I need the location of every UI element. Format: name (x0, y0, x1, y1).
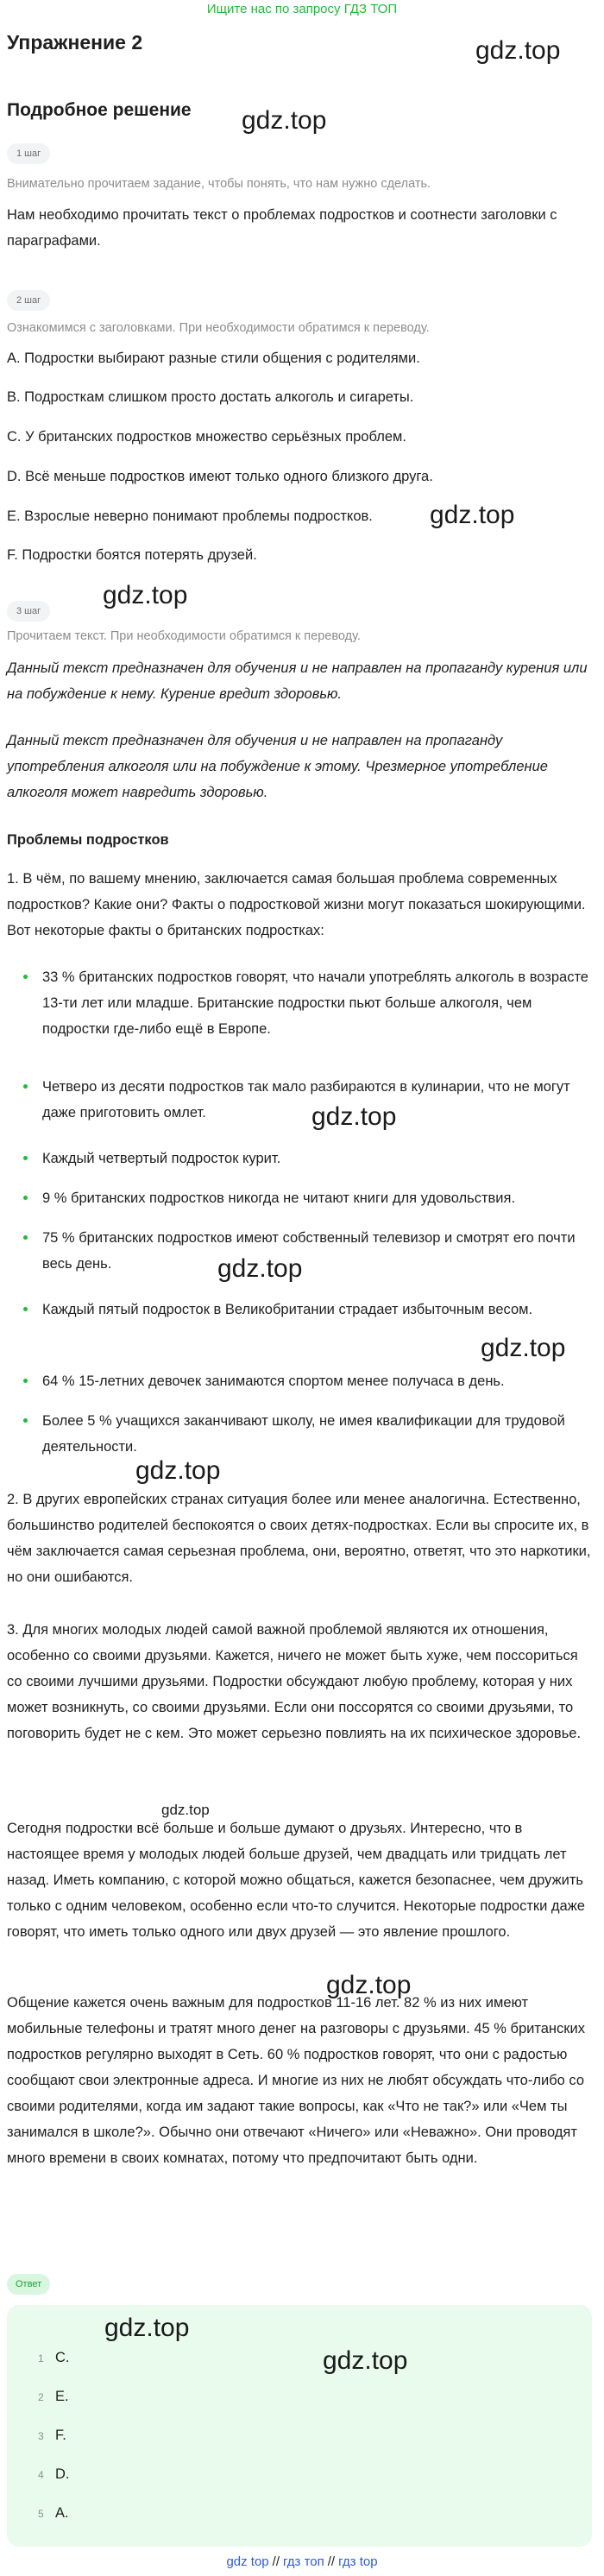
heading-option: C. У британских подростков множество серьёзных проблем. (7, 429, 406, 445)
paragraph-4: Сегодня подростки всё больше и больше думают о друзьях. Интересно, что в настоящее время у молодых людей больше друзей, чем двадцать или тридцать лет назад. Иметь компанию, с которой можно общаться, кажется безопаснее, чем дружить только с одним человеком, особенно если что-то случится. Некоторые подростки даже говорят, что иметь только одного или двух друзей — это явление прошлого. (7, 1821, 585, 1940)
answer-number: 4 (38, 2469, 44, 2481)
step-badge: 3 шаг (7, 601, 50, 622)
solution-heading: Подробное решение (7, 100, 192, 120)
footer-link[interactable]: гдз топ (283, 2554, 324, 2569)
fact-item: Каждый пятый подросток в Великобритании страдает избыточным весом. (19, 1297, 592, 1323)
watermark: gdz.top (135, 1456, 221, 1485)
answer-value: F. (55, 2428, 66, 2443)
answer-row (38, 2505, 69, 2522)
footer-link[interactable]: gdz top (226, 2554, 269, 2569)
watermark: gdz.top (217, 1254, 303, 1283)
footer-separator: // (327, 2554, 336, 2569)
answer-row (38, 2350, 70, 2366)
fact-item: 9 % британских подростков никогда не читают книги для удовольствия. (19, 1185, 592, 1211)
bullet-icon (23, 1156, 28, 1160)
footer-separator: // (272, 2554, 280, 2569)
watermark: gdz.top (311, 1102, 397, 1131)
step-badge: 1 шаг (7, 143, 50, 164)
step-badge: 2 шаг (7, 290, 50, 311)
step-hint: Внимательно прочитаем задание, чтобы понять, что нам нужно сделать. (7, 177, 431, 191)
watermark: gdz.top (104, 2314, 190, 2342)
answer-value: C. (55, 2350, 70, 2365)
watermark: gdz.top (430, 501, 515, 529)
answer-badge: Ответ (7, 2274, 50, 2295)
watermark: gdz.top (475, 36, 561, 65)
top-banner[interactable]: Ищите нас по запросу ГДЗ ТОП (206, 2, 398, 16)
step-hint: Прочитаем текст. При необходимости обратимся к переводу. (7, 629, 361, 643)
fact-item: Четверо из десяти подростков так мало разбираются в кулинарии, что не могут даже приготовить омлет. (19, 1074, 592, 1126)
disclaimer-smoking: Данный текст предназначен для обучения и не направлен на пропаганду курения или на побуждение к нему. Курение вредит здоровью. (7, 660, 588, 702)
footer-links (0, 2552, 604, 2573)
bullet-icon (23, 1084, 28, 1089)
heading-option: E. Взрослые неверно понимают проблемы подростков. (7, 508, 373, 524)
answer-number: 5 (38, 2508, 44, 2520)
paragraph-5: Общение кажется очень важным для подростков 11-16 лет. 82 % из них имеют мобильные телефоны и тратят много денег на разговоры с друзьями. 45 % британских подростков регулярно выходят в Сеть. 60 % подростков говорят, что они с радостью сообщают свои электронные адреса. И многие из них не любят обсуждать что-либо со своими родителями, когда им задают такие вопросы, как «Что не так?» или «Чем ты занимался в школе?». Обычно они отвечают «Ничего» или «Неважно». Они проводят много времени в своих комнатах, потому что предпочитают быть одни. (7, 1995, 585, 2166)
fact-item: 75 % британских подростков имеют собственный телевизор и смотрят его почти весь день. (19, 1225, 592, 1277)
watermark: gdz.top (161, 1802, 210, 1818)
heading-option: D. Всё меньше подростков имеют только одного близкого друга. (7, 469, 433, 484)
bullet-icon (23, 1196, 28, 1200)
page-title: Упражнение 2 (7, 31, 143, 54)
watermark: gdz.top (481, 1334, 566, 1362)
answer-number: 2 (38, 2391, 44, 2403)
answer-number: 1 (38, 2352, 44, 2364)
bullet-icon (23, 975, 28, 979)
bullet-icon (23, 1418, 28, 1423)
fact-item: Каждый четвертый подросток курит. (19, 1146, 592, 1171)
watermark: gdz.top (103, 581, 188, 609)
fact-item: 33 % британских подростков говорят, что начали употреблять алкоголь в возрасте 13-ти лет или младше. Британские подростки пьют больше алкоголя, чем подростки где-либо ещё в Европе. (19, 964, 592, 1042)
footer-link[interactable]: гдз top (338, 2554, 378, 2569)
answer-box (7, 2305, 592, 2547)
answer-number: 3 (38, 2430, 44, 2442)
heading-option: B. Подросткам слишком просто достать алкоголь и сигареты. (7, 389, 414, 405)
watermark: gdz.top (242, 106, 327, 135)
paragraph-3: 3. Для многих молодых людей самой важной проблемой являются их отношения, особенно со своими друзьями. Кажется, ничего не может быть хуже, чем поссориться со своими лучшими друзьями. Подростки обсуждают любую проблему, которая у них может возникнуть, со своими друзьями. Если они поссорятся со своими друзьями, то поговорить будет не с кем. Это может серьезно повлиять на их психическое здоровье. (7, 1622, 582, 1741)
answer-row (38, 2428, 66, 2444)
disclaimer-alcohol: Данный текст предназначен для обучения и не направлен на пропаганду употребления алкоголя или на побуждение к этому. Чрезмерное употребление алкоголя может навредить здоровью. (7, 733, 548, 800)
fact-item: Более 5 % учащихся заканчивают школу, не имея квалификации для трудовой деятельности. (19, 1408, 592, 1460)
heading-option: F. Подростки боятся потерять друзей. (7, 547, 257, 563)
answer-row (38, 2389, 69, 2405)
bullet-icon (23, 1379, 28, 1383)
answer-row (38, 2466, 70, 2483)
paragraph-2: 2. В других европейских странах ситуация более или менее аналогична. Естественно, большинство родителей беспокоятся о своих детях-подростках. Если вы спросите их, в чём заключается самая серьезная проблема, они, вероятно, ответят, что это наркотики, но они ошибаются. (7, 1492, 591, 1585)
step-hint: Ознакомимся с заголовками. При необходимости обратимся к переводу. (7, 321, 430, 335)
paragraph-1: 1. В чём, по вашему мнению, заключается самая большая проблема современных подростков? Какие они? Факты о подростковой жизни могут показаться шокирующими. Вот некоторые факты о британских подростках: (7, 871, 586, 938)
section-title: Проблемы подростков (7, 832, 169, 848)
watermark: gdz.top (323, 2346, 408, 2375)
answer-value: A. (55, 2505, 69, 2521)
answer-value: D. (55, 2466, 70, 2482)
heading-option: A. Подростки выбирают разные стили общения с родителями. (7, 350, 420, 366)
bullet-icon (23, 1307, 28, 1311)
step-text: Нам необходимо прочитать текст о проблемах подростков и соотнести заголовки с параграфами. (7, 207, 557, 249)
bullet-icon (23, 1235, 28, 1240)
fact-item: 64 % 15-летних девочек занимаются спортом менее получаса в день. (19, 1368, 592, 1394)
watermark: gdz.top (326, 1971, 412, 1999)
answer-value: E. (55, 2389, 69, 2404)
